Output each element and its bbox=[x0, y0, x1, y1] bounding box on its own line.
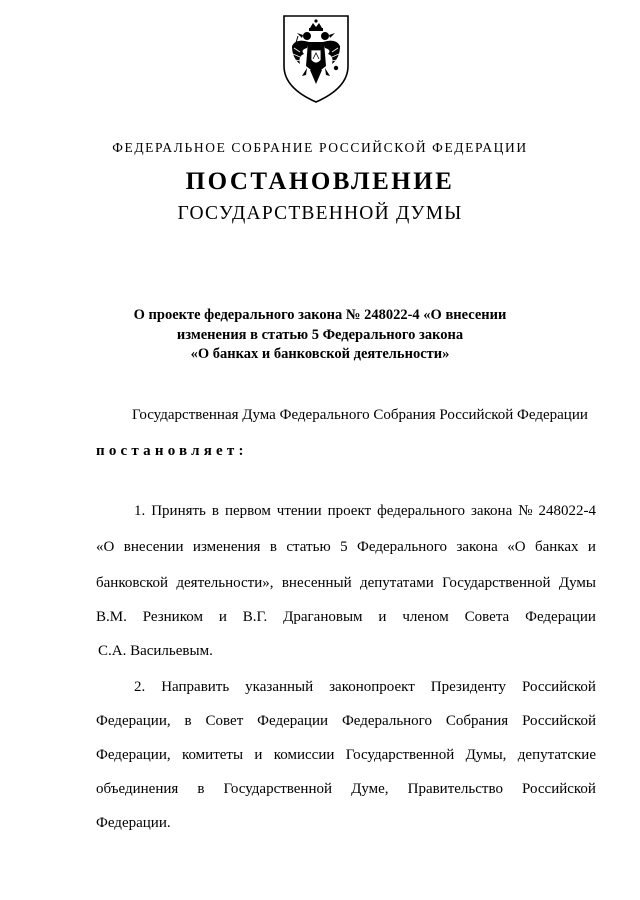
item-2-line bbox=[96, 711, 596, 731]
document-title: ПОСТАНОВЛЕНИЕ bbox=[185, 168, 455, 195]
word: Думе, bbox=[351, 781, 389, 797]
word: статью bbox=[286, 539, 331, 555]
word: депутатами bbox=[359, 575, 434, 591]
item-2-line bbox=[134, 677, 596, 697]
item-1-line bbox=[96, 573, 596, 593]
subject-line: О проекте федерального закона № 248022-4 «О внесении bbox=[133, 307, 507, 323]
word: и bbox=[218, 609, 227, 625]
word: Резником bbox=[142, 609, 203, 625]
document-subject bbox=[110, 306, 530, 365]
word: в bbox=[211, 503, 219, 519]
word: указанный bbox=[245, 679, 314, 695]
word: закона bbox=[456, 539, 498, 555]
word: Государственной bbox=[442, 575, 551, 591]
word: Государственной bbox=[223, 781, 333, 797]
word: комиссии bbox=[273, 747, 335, 763]
assembly-header: ФЕДЕРАЛЬНОЕ СОБРАНИЕ РОССИЙСКОЙ ФЕДЕРАЦИИ bbox=[112, 140, 528, 155]
word: и bbox=[378, 609, 387, 625]
word: Российской bbox=[522, 713, 596, 729]
item-1-line: С.А. Васильевым. bbox=[98, 643, 213, 659]
word: 248022-4 bbox=[538, 503, 596, 519]
word: Принять bbox=[151, 503, 206, 519]
document-subtitle: ГОСУДАРСТВЕННОЙ ДУМЫ bbox=[177, 203, 463, 224]
word: 5 bbox=[340, 539, 348, 555]
word: законопроект bbox=[329, 679, 415, 695]
word: Федерации bbox=[257, 713, 329, 729]
word: Государственной bbox=[345, 747, 455, 763]
word: проект bbox=[327, 503, 372, 519]
word: В.М. bbox=[96, 609, 127, 625]
item-2-line bbox=[96, 745, 596, 765]
word: федерального bbox=[377, 503, 465, 519]
word: и bbox=[587, 539, 596, 555]
word: изменения bbox=[192, 539, 261, 555]
word: закона bbox=[470, 503, 513, 519]
subject-line: изменения в статью 5 Федерального закона bbox=[176, 326, 464, 343]
item-1-line bbox=[134, 501, 596, 521]
item-2-line: Федерации. bbox=[96, 815, 171, 831]
word: внесенный bbox=[281, 575, 352, 591]
word: комитеты bbox=[181, 747, 244, 763]
word: депутатские bbox=[517, 747, 596, 763]
word: членом bbox=[402, 609, 449, 625]
word: Федерации bbox=[525, 609, 596, 625]
decree-word: постановляет: bbox=[96, 443, 248, 459]
word: в bbox=[269, 539, 277, 555]
word: банках bbox=[534, 539, 579, 555]
word: и bbox=[254, 747, 263, 763]
word: Направить bbox=[161, 679, 230, 695]
word: «О bbox=[96, 539, 115, 555]
word: в bbox=[197, 781, 205, 797]
word: 2. bbox=[134, 679, 146, 695]
preamble: Государственная Дума Федерального Собрания Российской Федерации bbox=[132, 407, 588, 423]
word: Совета bbox=[464, 609, 510, 625]
word: Собрания bbox=[445, 713, 509, 729]
word: объединения bbox=[96, 781, 179, 797]
word: № bbox=[518, 503, 533, 519]
word: Федерального bbox=[341, 713, 432, 729]
item-2-line bbox=[96, 779, 596, 799]
word: деятельности», bbox=[176, 575, 274, 591]
subject-line: «О банках и банковской деятельности» bbox=[190, 346, 450, 362]
word: Драгановым bbox=[283, 609, 363, 625]
word: Федерации, bbox=[96, 747, 171, 763]
word: первом bbox=[224, 503, 271, 519]
coat-of-arms-icon bbox=[280, 14, 352, 106]
word: в bbox=[184, 713, 192, 729]
word: 1. bbox=[134, 503, 146, 519]
word: Федерального bbox=[357, 539, 448, 555]
item-1-line bbox=[96, 537, 596, 557]
word: Правительство bbox=[407, 781, 503, 797]
word: чтении bbox=[276, 503, 322, 519]
item-1-line bbox=[96, 607, 596, 627]
word: Думы bbox=[558, 575, 596, 591]
word: внесении bbox=[123, 539, 184, 555]
word: Думы, bbox=[465, 747, 507, 763]
word: В.Г. bbox=[242, 609, 268, 625]
word: Российской bbox=[522, 781, 596, 797]
word: Совет bbox=[205, 713, 244, 729]
word: «О bbox=[507, 539, 526, 555]
word: Федерации, bbox=[96, 713, 171, 729]
word: Российской bbox=[522, 679, 596, 695]
word: Президенту bbox=[430, 679, 507, 695]
word: банковской bbox=[96, 575, 169, 591]
